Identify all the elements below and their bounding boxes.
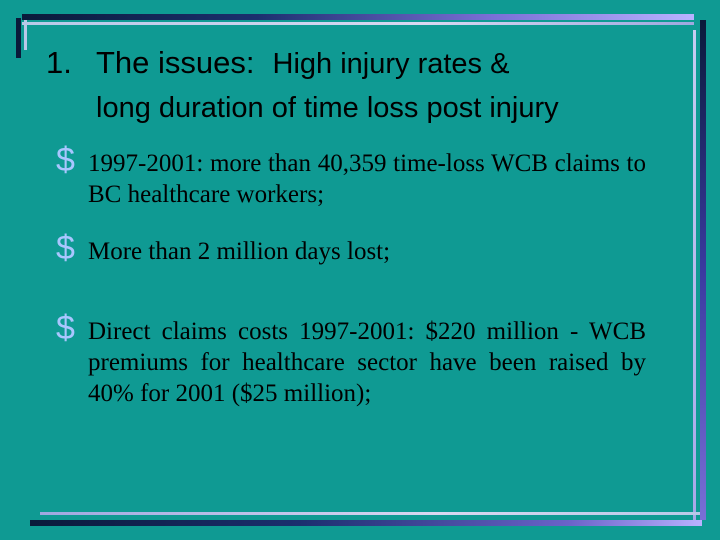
slide-title [46, 42, 696, 126]
top-border-bar [22, 14, 694, 20]
dollar-bullet-icon: $ [56, 309, 75, 347]
top-border-highlight [22, 22, 694, 25]
title-lead: The issues: [96, 45, 255, 80]
bullet-item-days-lost [56, 229, 646, 267]
bullet-item-costs [56, 309, 646, 409]
bullet-text: Direct claims costs 1997-2001: $220 million - WCB premiums for healthcare sector have been raised by 40% for 2001 ($25 million); [88, 318, 646, 407]
left-border-bar [16, 18, 21, 58]
bullet-item-claims [56, 141, 646, 210]
bullet-text: More than 2 million days lost; [88, 238, 391, 265]
title-rest: High injury rates & [272, 48, 510, 80]
bottom-border-bar [30, 520, 702, 526]
bullet-text: 1997-2001: more than 40,359 time-loss WCB claims to BC healthcare workers; [88, 150, 646, 208]
title-number: 1. [46, 45, 72, 80]
left-border-highlight [24, 20, 27, 50]
right-border-bar [700, 20, 706, 520]
dollar-bullet-icon: $ [56, 141, 75, 179]
bottom-border-highlight [40, 512, 700, 515]
dollar-bullet-icon: $ [56, 229, 75, 267]
title-line-2: long duration of time loss post injury [96, 92, 559, 124]
